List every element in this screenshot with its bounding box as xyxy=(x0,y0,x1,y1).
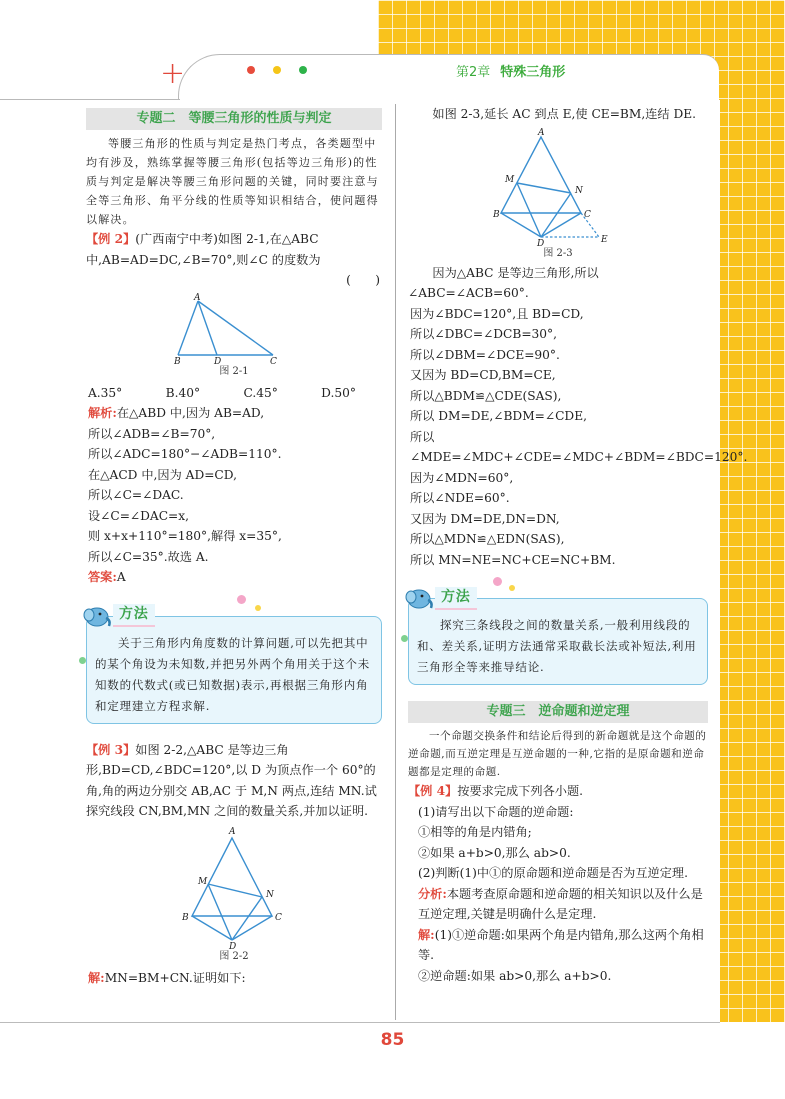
proof-line: 因为∠BDC=120°,且 BD=CD, xyxy=(410,306,584,321)
solution-line: (1)①逆命题:如果两个角是内错角,那么这两个角相等. xyxy=(418,927,704,962)
options xyxy=(86,383,382,404)
edge-ab xyxy=(178,301,198,355)
edge-cd xyxy=(541,213,581,237)
page-number: 85 xyxy=(380,1030,405,1050)
label-a: A xyxy=(229,826,236,837)
option-d: D.50° xyxy=(321,385,356,400)
option-c: C.45° xyxy=(243,385,278,400)
edge-ad xyxy=(198,301,217,355)
label-b: B xyxy=(182,912,189,923)
proof-line: 所以 DM=DE,∠BDM=∠CDE, xyxy=(410,409,587,423)
example-text: 按要求完成下列各小题. xyxy=(457,784,584,798)
method-header xyxy=(83,603,155,629)
analysis-line: 在△ACD 中,因为 AD=CD, xyxy=(88,467,237,482)
left-column xyxy=(86,106,382,988)
analysis-line: 所以∠ADC=180°−∠ADB=110°. xyxy=(88,447,282,461)
label-d: D xyxy=(229,941,237,950)
proof-line: 因为△ABC 是等边三角形,所以∠ABC=∠ACB=60°. xyxy=(408,265,599,300)
analysis-label: 分析: xyxy=(418,886,447,901)
proof-line: 所以∠NDE=60°. xyxy=(410,491,510,505)
solution-line: ②逆命题:如果 ab>0,那么 a+b>0. xyxy=(418,968,612,983)
bubble-decoration xyxy=(79,657,86,664)
bubble-decoration xyxy=(401,635,408,642)
method-header xyxy=(405,585,477,611)
label-a: A xyxy=(538,127,545,138)
proof-line: 所以∠MDE=∠MDC+∠CDE=∠MDC+∠BDM=∠BDC=120°. xyxy=(410,429,748,464)
proof-intro: 如图 2-3,延长 AC 到点 E,使 CE=BM,连结 DE. xyxy=(432,107,697,121)
analysis-line: 则 x+x+110°=180°,解得 x=35°, xyxy=(88,529,282,543)
option-b: B.40° xyxy=(165,385,201,400)
option-a: A.35° xyxy=(88,385,123,400)
column-divider xyxy=(395,104,396,1020)
label-b: B xyxy=(493,209,500,220)
elephant-icon xyxy=(83,603,113,629)
plus-icon: + xyxy=(160,56,186,91)
edge-ac xyxy=(198,301,273,355)
example-text: 如图 2-2,△ABC 是等边三角形,BD=CD,∠BDC=120°,以 D 为顶点作一个 60°的角,角的两边分别交 AB,AC 于 M,N 两点,连结 MN.试探究线段 CN,BM,MN 之间的数量关系,并加以证明. xyxy=(86,742,377,818)
label-n: N xyxy=(575,185,583,196)
example-label: 【例 4】 xyxy=(408,784,458,798)
label-d: D xyxy=(537,238,545,247)
example-label: 【例 2】 xyxy=(86,232,136,246)
figure-2-2 xyxy=(182,824,286,950)
bubble-decoration xyxy=(493,577,502,586)
method-title: 方法 xyxy=(113,604,155,627)
proof-line: 所以△MDN≌△EDN(SAS), xyxy=(410,532,565,546)
edge-mn xyxy=(208,884,262,897)
method-box xyxy=(408,588,708,685)
label-m: M xyxy=(505,174,515,185)
example-3 xyxy=(86,740,382,822)
figure-caption: 图 2-3 xyxy=(543,247,573,259)
example-4 xyxy=(408,781,708,802)
proof-line: 所以∠DBC=∠DCB=30°, xyxy=(410,327,558,341)
method-text: 探究三条线段之间的数量关系,一般利用线段的和、差关系,证明方法通常采取截长法或补短法,利用三角形全等来推导结论. xyxy=(417,618,697,674)
analysis-label: 解析: xyxy=(88,406,117,420)
label-d: D xyxy=(214,356,222,365)
edge-mn xyxy=(517,183,571,193)
question-item: ②如果 a+b>0,那么 ab>0. xyxy=(418,845,571,860)
label-m: M xyxy=(198,876,208,887)
label-b: B xyxy=(174,356,181,365)
topic-title: 专题二 等腰三角形的性质与判定 xyxy=(86,108,382,130)
elephant-icon xyxy=(405,585,435,611)
yellow-dot-icon xyxy=(273,66,281,74)
edge-nd xyxy=(541,193,571,237)
figure-2-1 xyxy=(174,293,294,365)
figure-caption: 图 2-1 xyxy=(219,365,249,377)
solution-label: 解: xyxy=(88,970,105,985)
analysis-line: 设∠C=∠DAC=x, xyxy=(88,508,190,523)
edge-md xyxy=(208,884,232,940)
solution xyxy=(86,968,382,989)
bubble-decoration xyxy=(255,605,261,611)
label-c: C xyxy=(584,209,591,220)
label-c: C xyxy=(270,356,277,365)
label-a: A xyxy=(194,292,201,303)
proof-line: 又因为 DM=DE,DN=DN, xyxy=(410,511,560,526)
example-text: (广西南宁中考)如图 2-1,在△ABC 中,AB=AD=DC,∠B=70°,则∠C 的度数为 xyxy=(86,232,321,267)
answer-label: 答案: xyxy=(88,570,117,584)
edge-bd xyxy=(192,916,232,940)
edge-md xyxy=(517,183,541,237)
analysis-line: 所以∠ADB=∠B=70°, xyxy=(88,426,216,441)
bubble-decoration xyxy=(237,595,246,604)
bottom-line xyxy=(0,1022,720,1023)
method-text: 关于三角形内角度数的计算问题,可以先把其中的某个角设为未知数,并把另外两个角用关于这个未知数的代数式(或已知数据)表示,再根据三角形内角和定理建立方程求解. xyxy=(95,635,371,713)
analysis-line: 所以∠C=∠DAC. xyxy=(88,488,184,502)
answer-paren: ( ) xyxy=(346,273,380,287)
chapter-heading xyxy=(456,61,565,80)
proof-line: 所以∠DBM=∠DCE=90°. xyxy=(410,347,560,362)
proof-line: 又因为 BD=CD,BM=CE, xyxy=(410,368,556,382)
answer-value: A xyxy=(116,570,126,584)
question-item: (2)判断(1)中①的原命题和逆命题是否为互逆定理. xyxy=(418,866,688,880)
label-n: N xyxy=(266,889,274,900)
proof-line: 所以 MN=NE=NC+CE=NC+BM. xyxy=(410,552,616,567)
answer xyxy=(86,567,382,588)
example-label: 【例 3】 xyxy=(86,742,136,757)
solution xyxy=(408,925,708,966)
example-2 xyxy=(86,229,382,270)
label-c: C xyxy=(275,912,282,923)
solution-label: 解: xyxy=(418,927,435,942)
red-dot-icon xyxy=(247,66,255,74)
figure-2-3 xyxy=(493,127,623,247)
edge-cd xyxy=(232,916,272,940)
solution-text: MN=BM+CN.证明如下: xyxy=(104,970,246,985)
question-item: ①相等的角是内错角; xyxy=(418,825,532,839)
chapter-number: 第2章 xyxy=(456,65,491,80)
analysis xyxy=(86,403,382,424)
analysis-line: 所以∠C=35°.故选 A. xyxy=(88,549,209,564)
chapter-title: 特殊三角形 xyxy=(500,65,566,80)
figure-caption: 图 2-2 xyxy=(219,950,249,962)
label-e: E xyxy=(601,234,608,245)
proof-line: 所以△BDM≌△CDE(SAS), xyxy=(410,388,562,403)
question-item: (1)请写出以下命题的逆命题: xyxy=(418,804,574,819)
analysis-text: 本题考查原命题和逆命题的相关知识以及什么是互逆定理,关键是明确什么是定理. xyxy=(418,886,703,921)
bubble-decoration xyxy=(509,585,515,591)
analysis xyxy=(408,884,708,925)
right-column xyxy=(408,104,748,986)
method-title: 方法 xyxy=(435,587,477,610)
topic-title: 专题三 逆命题和逆定理 xyxy=(408,701,708,723)
edge-nd xyxy=(232,897,262,940)
method-box xyxy=(86,606,382,724)
topic-intro: 一个命题交换条件和结论后得到的新命题就是这个命题的逆命题,而互逆定理是互逆命题的一种,它指的是原命题和逆命题都是定理的命题. xyxy=(408,730,707,778)
analysis-line: 在△ABD 中,因为 AB=AD, xyxy=(116,406,265,420)
topic-intro: 等腰三角形的性质与判定是热门考点，各类题型中均有涉及，熟练掌握等腰三角形(包括等边三角形)的性质与判定是解决等腰三角形问题的关键，同时要注意与全等三角形、角平分线的性质等知识相结合，使问题得以解决。 xyxy=(86,137,379,226)
proof-line: 因为∠MDN=60°, xyxy=(410,470,514,485)
header-tab xyxy=(178,54,719,101)
green-dot-icon xyxy=(299,66,307,74)
